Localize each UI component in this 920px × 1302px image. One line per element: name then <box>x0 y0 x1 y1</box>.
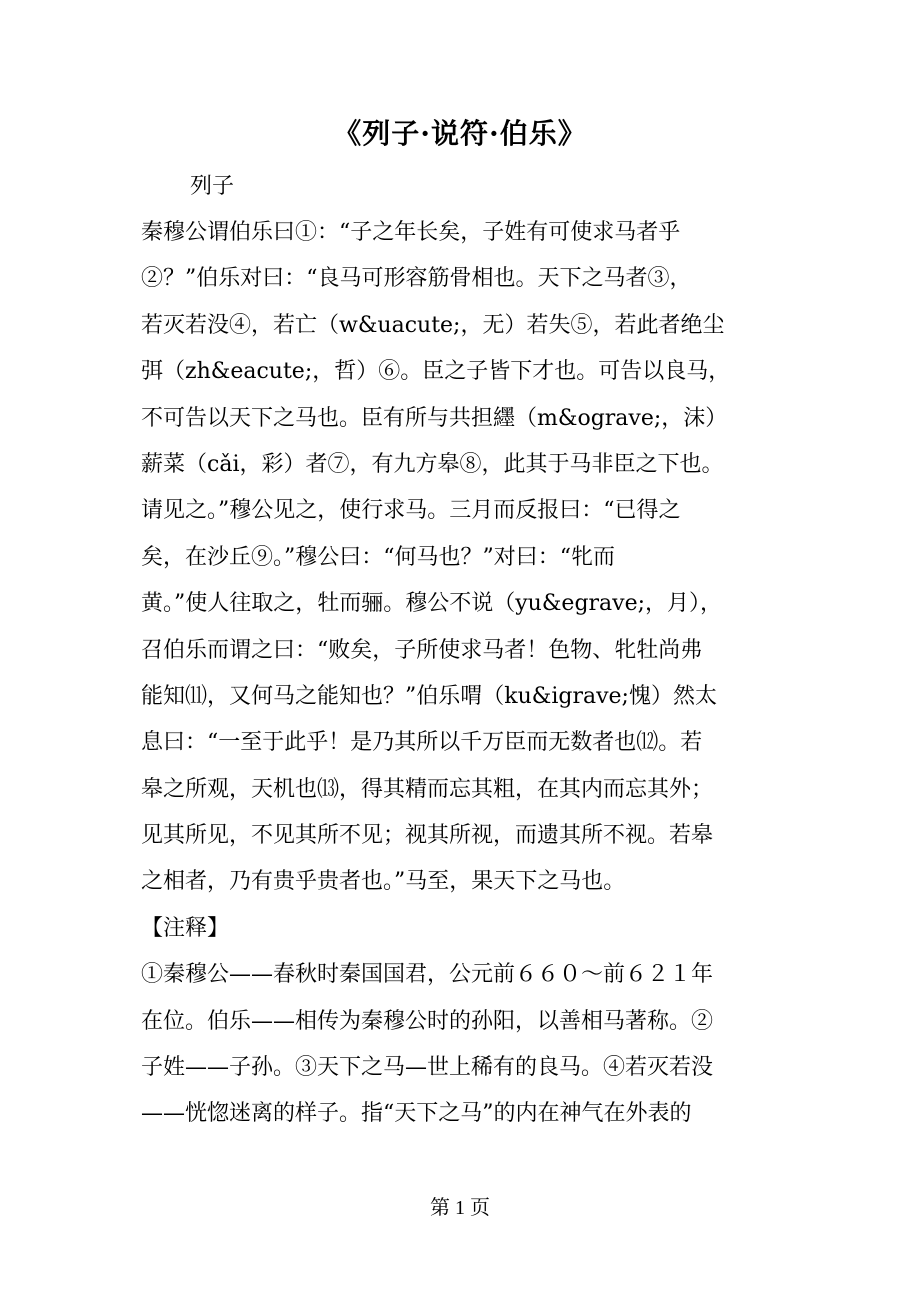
text-line: 召伯乐而谓之曰：“败矣，子所使求马者！色物、牝牡尚弗 <box>141 637 703 663</box>
notes-heading: 【注释】 <box>141 915 230 941</box>
note-line: 子姓——子孙。③天下之马—世上稀有的良马。④若灭若没 <box>141 1055 714 1081</box>
text-line: 不可告以天下之马也。臣有所与共担纆（m&ograve;，沫） <box>141 405 728 431</box>
note-line: ①秦穆公——春秋时秦国国君，公元前６６０～前６２１年 <box>141 962 714 988</box>
text-line: 请见之。”穆公见之，使行求马。三月而反报曰：“已得之 <box>141 498 681 524</box>
text-line: 弭（zh&eacute;，哲）⑥。臣之子皆下才也。可告以良马， <box>141 359 731 385</box>
text-line: 见其所见，不见其所不见；视其所视，而遗其所不视。若皋 <box>141 823 714 849</box>
text-line: 若灭若没④，若亡（w&uacute;，无）若失⑤，若此者绝尘 <box>141 312 725 338</box>
text-line: 矣，在沙丘⑨。”穆公曰：“何马也？”对曰：“牝而 <box>141 544 615 570</box>
author-name: 列子 <box>190 174 235 199</box>
document-title: 《列子·说符·伯乐》 <box>333 117 587 150</box>
note-line: 在位。伯乐——相传为秦穆公时的孙阳，以善相马著称。② <box>141 1008 714 1034</box>
text-line: 黄。”使人往取之，牡而骊。穆公不说（yu&egrave;，月）， <box>141 591 723 617</box>
text-line: 秦穆公谓伯乐曰①：“子之年长矣，子姓有可使求马者乎 <box>141 220 681 245</box>
text-line: ②？”伯乐对曰：“良马可形容筋骨相也。天下之马者③， <box>141 266 692 292</box>
body-text <box>141 210 791 1138</box>
page-number: 第 1 页 <box>430 1197 490 1219</box>
text-line: 息曰：“一至于此乎！是乃其所以千万臣而无数者也⑿。若 <box>141 730 703 756</box>
text-line: 薪菜（cǎi，彩）者⑦，有九方皋⑧，此其于马非臣之下也。 <box>141 451 724 477</box>
text-line: 皋之所观，天机也⒀，得其精而忘其粗，在其内而忘其外； <box>141 776 714 802</box>
text-line: 能知⑾，又何马之能知也？”伯乐喟（ku&igrave;愧）然太 <box>141 683 717 709</box>
note-line: ——恍惚迷离的样子。指“天下之马”的内在神气在外表的 <box>141 1101 692 1127</box>
text-line: 之相者，乃有贵乎贵者也。”马至，果天下之马也。 <box>141 869 626 895</box>
